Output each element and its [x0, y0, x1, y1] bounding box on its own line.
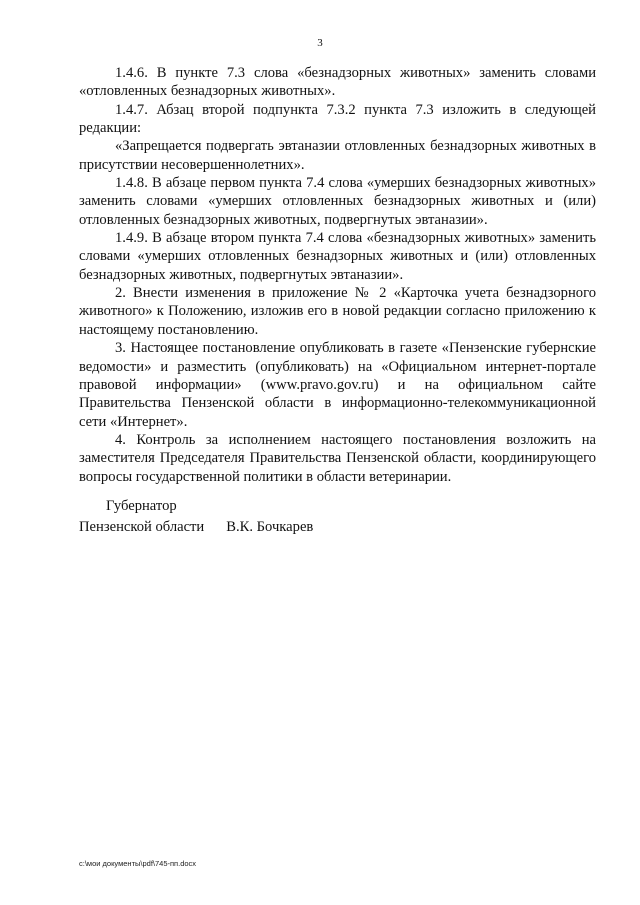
paragraph: 3. Настоящее постановление опубликовать в газете «Пензенские губернские ведомости» и разместить (опубликовать) на «Официальном интернет-портале правовой информации» (www.pravo.gov.ru) и на официальном сайте Правительства Пензенской области в информационно-телекоммуникационной сети «Интернет».	[79, 340, 596, 430]
signatory-name: В.К. Бочкарев	[226, 519, 314, 535]
paragraph: 1.4.8. В абзаце первом пункта 7.4 слова «умерших безнадзорных животных» заменить словами «умерших отловленных безнадзорных животных и (или) отловленных безнадзорных животных, подвергнутых эвтаназии».	[79, 175, 596, 228]
file-path-footer: c:\мои документы\pdf\745-пп.docx	[79, 859, 197, 868]
signature-block	[79, 496, 313, 538]
paragraph: «Запрещается подвергать эвтаназии отловленных безнадзорных животных в присутствии несовершеннолетних».	[79, 138, 596, 173]
paragraph: 4. Контроль за исполнением настоящего постановления возложить на заместителя Председателя Правительства Пензенской области, координирующего вопросы государственной политики в области ветеринарии.	[79, 431, 596, 485]
paragraph: 1.4.9. В абзаце втором пункта 7.4 слова «безнадзорных животных» заменить словами «умерших отловленных безнадзорных животных и (или) отловленных безнадзорных животных, подвергнутых эвтаназии».	[79, 230, 596, 283]
signatory-region: Пензенской области	[79, 519, 205, 535]
paragraph: 2. Внести изменения в приложение № 2 «Карточка учета безнадзорного животного» к Положению, изложив его в новой редакции согласно приложению к настоящему постановлению.	[79, 285, 596, 338]
signatory-title: Губернатор	[106, 498, 177, 514]
page-number: 3	[317, 37, 323, 49]
document-body	[79, 64, 596, 486]
paragraph: 1.4.7. Абзац второй подпункта 7.3.2 пункта 7.3 изложить в следующей редакции:	[79, 101, 596, 137]
paragraph: 1.4.6. В пункте 7.3 слова «безнадзорных животных» заменить словами «отловленных безнадзорных животных».	[79, 65, 596, 100]
